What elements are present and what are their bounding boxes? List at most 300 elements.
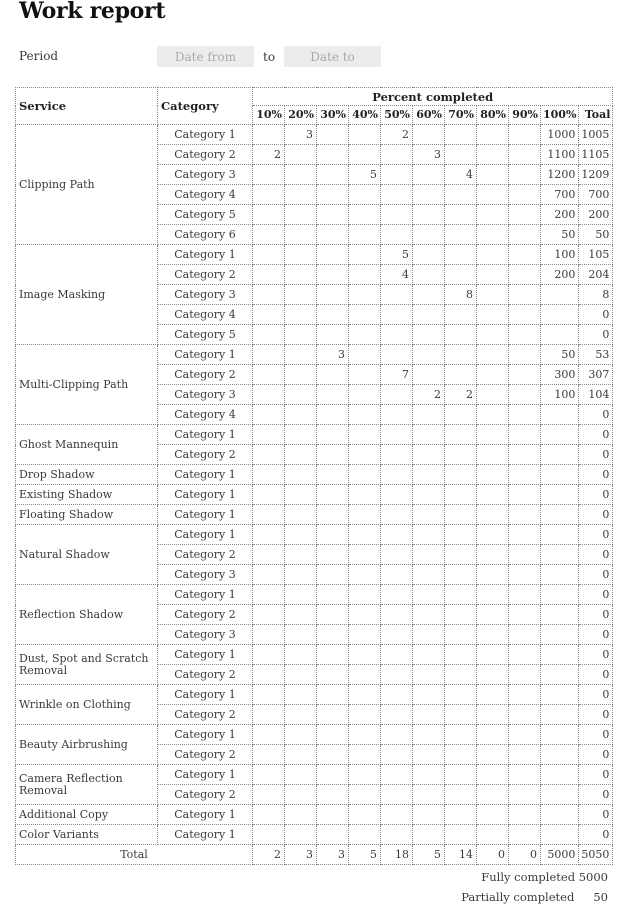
count-cell	[285, 765, 317, 785]
count-cell	[381, 385, 413, 405]
count-cell	[445, 365, 477, 385]
count-cell	[445, 725, 477, 745]
count-cell	[541, 505, 579, 525]
percent-header: 40%	[349, 106, 381, 125]
count-cell: 3	[413, 145, 445, 165]
count-cell: 0	[579, 485, 613, 505]
period-label: Period	[19, 49, 59, 63]
count-cell	[509, 365, 541, 385]
count-cell: 0	[579, 525, 613, 545]
count-cell	[349, 185, 381, 205]
count-cell	[477, 325, 509, 345]
count-cell	[317, 665, 349, 685]
count-cell	[285, 665, 317, 685]
count-cell	[285, 725, 317, 745]
count-cell: 50	[579, 225, 613, 245]
count-cell	[445, 765, 477, 785]
count-cell	[509, 665, 541, 685]
count-cell: 0	[579, 625, 613, 645]
count-cell	[413, 605, 445, 625]
count-cell: 2	[413, 385, 445, 405]
count-cell	[477, 145, 509, 165]
category-name: Category 5	[158, 205, 253, 225]
count-cell	[477, 245, 509, 265]
count-cell	[413, 325, 445, 345]
category-name: Category 2	[158, 745, 253, 765]
count-cell	[381, 665, 413, 685]
category-name: Category 1	[158, 245, 253, 265]
count-cell	[285, 265, 317, 285]
count-cell: 2	[253, 145, 285, 165]
total-cell: 5050	[579, 845, 613, 865]
count-cell	[285, 825, 317, 845]
count-cell	[381, 525, 413, 545]
count-cell	[509, 405, 541, 425]
count-cell	[317, 245, 349, 265]
count-cell	[317, 465, 349, 485]
count-cell	[413, 445, 445, 465]
count-cell	[349, 145, 381, 165]
count-cell	[349, 425, 381, 445]
count-cell	[381, 405, 413, 425]
count-cell	[285, 425, 317, 445]
count-cell	[253, 265, 285, 285]
category-name: Category 1	[158, 645, 253, 665]
count-cell	[285, 285, 317, 305]
count-cell	[413, 465, 445, 485]
count-cell	[381, 725, 413, 745]
count-cell: 1100	[541, 145, 579, 165]
count-cell	[477, 405, 509, 425]
count-cell: 300	[541, 365, 579, 385]
count-cell	[317, 385, 349, 405]
category-name: Category 1	[158, 485, 253, 505]
category-name: Category 1	[158, 465, 253, 485]
count-cell	[349, 365, 381, 385]
total-cell: 3	[285, 845, 317, 865]
table-row	[16, 825, 613, 845]
category-name: Category 1	[158, 425, 253, 445]
count-cell	[413, 785, 445, 805]
count-cell	[349, 605, 381, 625]
count-cell: 0	[579, 405, 613, 425]
count-cell: 0	[579, 705, 613, 725]
count-cell	[413, 425, 445, 445]
count-cell	[381, 485, 413, 505]
count-cell	[509, 705, 541, 725]
count-cell	[317, 125, 349, 145]
count-cell	[445, 785, 477, 805]
count-cell	[445, 485, 477, 505]
count-cell: 307	[579, 365, 613, 385]
table-row	[16, 465, 613, 485]
count-cell	[317, 425, 349, 445]
count-cell	[477, 605, 509, 625]
count-cell	[349, 385, 381, 405]
count-cell	[253, 725, 285, 745]
count-cell: 700	[541, 185, 579, 205]
category-name: Category 2	[158, 365, 253, 385]
count-cell	[541, 605, 579, 625]
count-cell	[253, 825, 285, 845]
count-cell	[253, 565, 285, 585]
category-name: Category 2	[158, 145, 253, 165]
count-cell: 0	[579, 605, 613, 625]
count-cell: 8	[445, 285, 477, 305]
count-cell	[509, 185, 541, 205]
count-cell	[413, 525, 445, 545]
count-cell	[317, 225, 349, 245]
table-row	[16, 805, 613, 825]
category-name: Category 1	[158, 345, 253, 365]
count-cell	[509, 645, 541, 665]
count-cell	[285, 345, 317, 365]
count-cell	[413, 625, 445, 645]
percent-header: 100%	[541, 106, 579, 125]
count-cell	[445, 125, 477, 145]
count-cell	[509, 525, 541, 545]
count-cell	[541, 405, 579, 425]
count-cell	[253, 545, 285, 565]
count-cell: 3	[317, 345, 349, 365]
count-cell: 0	[579, 725, 613, 745]
count-cell	[253, 405, 285, 425]
count-cell: 0	[579, 685, 613, 705]
count-cell	[317, 505, 349, 525]
count-cell: 5	[349, 165, 381, 185]
total-cell: 2	[253, 845, 285, 865]
count-cell	[541, 465, 579, 485]
category-name: Category 1	[158, 505, 253, 525]
count-cell	[285, 405, 317, 425]
total-cell: 0	[477, 845, 509, 865]
count-cell	[285, 445, 317, 465]
count-cell	[381, 205, 413, 225]
count-cell	[285, 585, 317, 605]
count-cell: 200	[541, 265, 579, 285]
count-cell	[381, 825, 413, 845]
count-cell	[445, 325, 477, 345]
count-cell: 100	[541, 385, 579, 405]
count-cell: 0	[579, 805, 613, 825]
count-cell: 105	[579, 245, 613, 265]
count-cell	[317, 165, 349, 185]
date-to-input[interactable]	[284, 46, 381, 67]
count-cell	[285, 565, 317, 585]
count-cell	[253, 745, 285, 765]
count-cell	[445, 405, 477, 425]
category-name: Category 2	[158, 265, 253, 285]
count-cell	[477, 485, 509, 505]
count-cell	[509, 285, 541, 305]
count-cell	[541, 305, 579, 325]
count-cell	[477, 565, 509, 585]
count-cell	[413, 265, 445, 285]
count-cell	[349, 685, 381, 705]
count-cell	[381, 325, 413, 345]
count-cell	[445, 445, 477, 465]
category-name: Category 2	[158, 545, 253, 565]
count-cell	[509, 605, 541, 625]
count-cell	[477, 785, 509, 805]
count-cell	[445, 625, 477, 645]
count-cell	[509, 765, 541, 785]
percent-header: 20%	[285, 106, 317, 125]
service-name: Existing Shadow	[16, 485, 158, 505]
count-cell	[349, 545, 381, 565]
count-cell	[541, 745, 579, 765]
count-cell	[285, 225, 317, 245]
count-cell	[477, 425, 509, 445]
category-name: Category 1	[158, 685, 253, 705]
count-cell	[477, 265, 509, 285]
count-cell	[477, 685, 509, 705]
count-cell: 0	[579, 545, 613, 565]
count-cell: 0	[579, 665, 613, 685]
count-cell	[285, 525, 317, 545]
count-cell	[509, 205, 541, 225]
table-row	[16, 645, 613, 665]
count-cell	[541, 685, 579, 705]
fully-completed-summary	[481, 870, 608, 884]
count-cell	[317, 265, 349, 285]
count-cell	[477, 125, 509, 145]
count-cell	[541, 485, 579, 505]
count-cell	[413, 285, 445, 305]
count-cell: 0	[579, 645, 613, 665]
count-cell	[541, 525, 579, 545]
count-cell: 100	[541, 245, 579, 265]
count-cell	[445, 225, 477, 245]
count-cell	[285, 645, 317, 665]
count-cell	[477, 205, 509, 225]
service-name: Image Masking	[16, 245, 158, 345]
count-cell	[541, 665, 579, 685]
count-cell	[477, 465, 509, 485]
count-cell	[541, 545, 579, 565]
count-cell	[253, 285, 285, 305]
count-cell: 204	[579, 265, 613, 285]
count-cell: 0	[579, 765, 613, 785]
count-cell: 1200	[541, 165, 579, 185]
count-cell	[477, 445, 509, 465]
count-cell	[413, 585, 445, 605]
count-cell	[317, 745, 349, 765]
count-cell	[381, 745, 413, 765]
count-cell	[413, 665, 445, 685]
count-cell	[509, 685, 541, 705]
count-cell	[349, 645, 381, 665]
percent-header: 10%	[253, 106, 285, 125]
count-cell: 0	[579, 585, 613, 605]
count-cell	[317, 705, 349, 725]
count-cell	[413, 245, 445, 265]
count-cell	[509, 565, 541, 585]
count-cell	[445, 305, 477, 325]
count-cell	[253, 645, 285, 665]
count-cell	[541, 645, 579, 665]
count-cell	[445, 565, 477, 585]
count-cell	[413, 705, 445, 725]
count-cell	[317, 605, 349, 625]
count-cell	[317, 625, 349, 645]
count-cell	[349, 285, 381, 305]
count-cell	[253, 365, 285, 385]
count-cell: 0	[579, 505, 613, 525]
count-cell	[349, 585, 381, 605]
category-name: Category 2	[158, 785, 253, 805]
count-cell	[349, 225, 381, 245]
count-cell	[541, 765, 579, 785]
category-name: Category 2	[158, 665, 253, 685]
count-cell	[541, 625, 579, 645]
count-cell	[509, 785, 541, 805]
service-name: Natural Shadow	[16, 525, 158, 585]
count-cell	[317, 405, 349, 425]
count-cell	[253, 125, 285, 145]
service-header: Service	[16, 88, 158, 125]
count-cell	[541, 825, 579, 845]
count-cell	[285, 545, 317, 565]
count-cell	[413, 165, 445, 185]
count-cell	[253, 525, 285, 545]
count-cell	[477, 725, 509, 745]
count-cell	[477, 225, 509, 245]
table-row	[16, 505, 613, 525]
count-cell	[349, 725, 381, 745]
category-name: Category 1	[158, 125, 253, 145]
count-cell	[413, 505, 445, 525]
count-cell	[285, 325, 317, 345]
count-cell: 0	[579, 425, 613, 445]
count-cell	[349, 345, 381, 365]
count-cell	[445, 825, 477, 845]
category-name: Category 3	[158, 285, 253, 305]
count-cell	[541, 585, 579, 605]
count-cell	[349, 825, 381, 845]
count-cell	[317, 805, 349, 825]
count-cell	[445, 545, 477, 565]
count-cell	[445, 525, 477, 545]
category-name: Category 3	[158, 625, 253, 645]
count-cell	[477, 765, 509, 785]
category-name: Category 4	[158, 405, 253, 425]
count-cell	[445, 745, 477, 765]
count-cell	[477, 705, 509, 725]
table-row	[16, 485, 613, 505]
count-cell	[349, 785, 381, 805]
count-cell	[349, 765, 381, 785]
count-cell	[509, 445, 541, 465]
count-cell	[317, 565, 349, 585]
service-name: Ghost Mannequin	[16, 425, 158, 465]
count-cell	[285, 785, 317, 805]
count-cell	[509, 805, 541, 825]
count-cell	[349, 705, 381, 725]
total-cell: 0	[509, 845, 541, 865]
count-cell	[253, 605, 285, 625]
count-cell	[317, 585, 349, 605]
count-cell: 200	[541, 205, 579, 225]
date-from-input[interactable]	[157, 46, 254, 67]
count-cell	[317, 685, 349, 705]
count-cell	[509, 345, 541, 365]
count-cell	[477, 745, 509, 765]
count-cell: 0	[579, 565, 613, 585]
count-cell	[413, 805, 445, 825]
count-cell	[253, 325, 285, 345]
count-cell	[253, 785, 285, 805]
count-cell	[285, 365, 317, 385]
count-cell	[509, 325, 541, 345]
count-cell	[349, 205, 381, 225]
count-cell	[381, 705, 413, 725]
count-cell	[317, 365, 349, 385]
service-name: Additional Copy	[16, 805, 158, 825]
service-name: Floating Shadow	[16, 505, 158, 525]
to-label: to	[263, 50, 276, 64]
count-cell	[285, 465, 317, 485]
percent-header: 50%	[381, 106, 413, 125]
category-name: Category 1	[158, 805, 253, 825]
count-cell	[413, 225, 445, 245]
percent-header: 90%	[509, 106, 541, 125]
total-cell: 5	[413, 845, 445, 865]
category-header: Category	[158, 88, 253, 125]
count-cell	[413, 205, 445, 225]
count-cell: 4	[381, 265, 413, 285]
count-cell	[285, 385, 317, 405]
count-cell	[413, 565, 445, 585]
count-cell	[317, 645, 349, 665]
count-cell: 1209	[579, 165, 613, 185]
count-cell	[349, 305, 381, 325]
count-cell	[445, 585, 477, 605]
count-cell	[381, 645, 413, 665]
category-name: Category 3	[158, 385, 253, 405]
count-cell	[413, 545, 445, 565]
count-cell	[413, 765, 445, 785]
partially-completed-label: Partially completed	[461, 890, 575, 904]
count-cell	[445, 665, 477, 685]
count-cell	[253, 765, 285, 785]
count-cell	[477, 505, 509, 525]
count-cell	[253, 505, 285, 525]
count-cell: 2	[445, 385, 477, 405]
count-cell	[253, 385, 285, 405]
count-cell: 1105	[579, 145, 613, 165]
count-cell	[509, 245, 541, 265]
count-cell	[445, 425, 477, 445]
count-cell	[509, 825, 541, 845]
category-name: Category 1	[158, 725, 253, 745]
count-cell	[509, 225, 541, 245]
count-cell	[381, 765, 413, 785]
page-title: Work report	[19, 0, 166, 24]
count-cell: 200	[579, 205, 613, 225]
count-cell	[381, 465, 413, 485]
category-name: Category 4	[158, 185, 253, 205]
count-cell	[477, 385, 509, 405]
count-cell	[285, 165, 317, 185]
table-row	[16, 685, 613, 705]
percent-header: Toal	[579, 106, 613, 125]
count-cell	[253, 685, 285, 705]
category-name: Category 1	[158, 585, 253, 605]
count-cell	[413, 745, 445, 765]
table-row	[16, 245, 613, 265]
count-cell	[445, 605, 477, 625]
